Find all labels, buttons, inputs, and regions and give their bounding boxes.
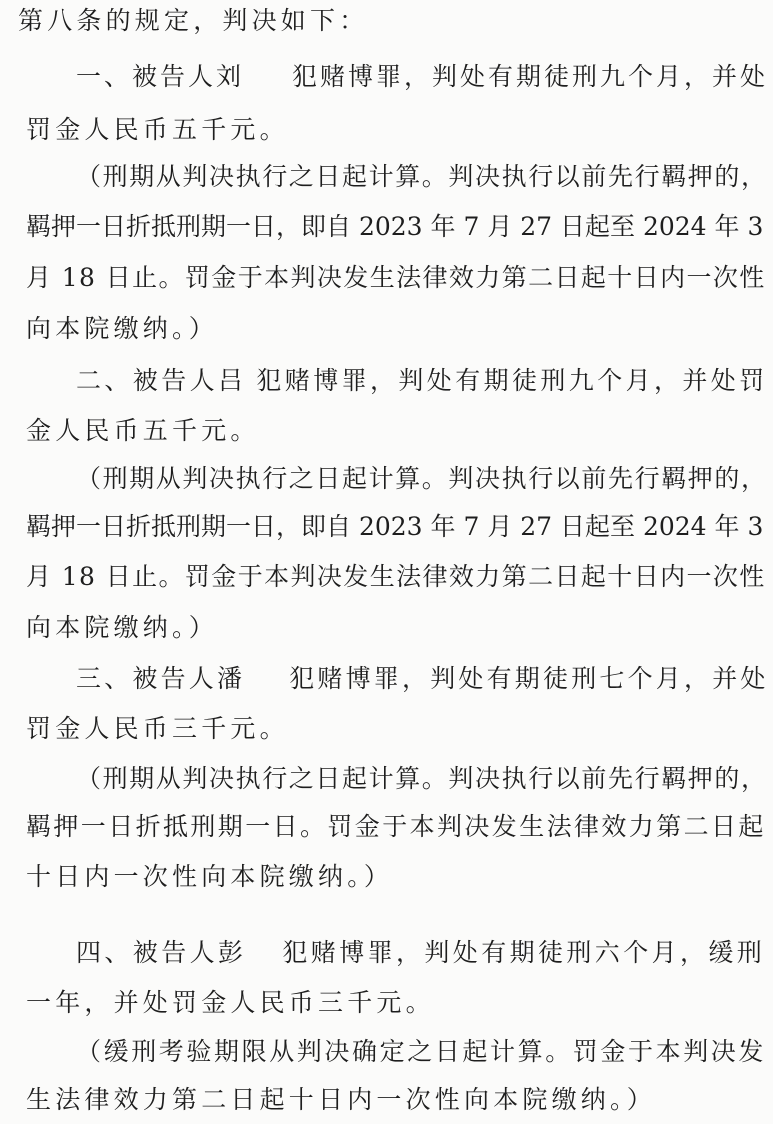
item-1-sentence: 犯赌博罪，判处有期徒刑九个月，并处 <box>292 62 769 91</box>
item-3-note-line: 十日内一次性向本院缴纳。） <box>26 862 394 891</box>
item-3-fine: 罚金人民币三千元。 <box>26 714 289 743</box>
item-2-note-line: 向本院缴纳。） <box>26 613 218 642</box>
item-1-heading <box>76 62 768 92</box>
item-4-heading <box>76 938 765 968</box>
item-4-sentence: 犯赌博罪，判处有期徒刑六个月，缓刑 <box>282 938 766 967</box>
item-1-note-line: 月 18 日止。罚金于本判决发生法律效力第二日起十日内一次性 <box>26 263 766 292</box>
intro-line: 第八条的规定，判决如下： <box>18 6 369 35</box>
item-1-fine: 罚金人民币五千元。 <box>26 115 289 144</box>
item-2-note-line: 月 18 日止。罚金于本判决发生法律效力第二日起十日内一次性 <box>26 562 766 591</box>
item-1-note-line: （刑期从判决执行之日起计算。判决执行以前先行羁押的， <box>76 162 768 191</box>
item-1-note-line: 羁押一日折抵刑期一日，即自 2023 年 7 月 27 日起至 2024 年 3 <box>26 212 764 241</box>
item-4-note-line: 生法律效力第二日起十日内一次性向本院缴纳。） <box>26 1085 656 1114</box>
item-1-defendant: 一、被告人刘 <box>76 62 245 91</box>
item-3-defendant: 三、被告人潘 <box>76 664 246 693</box>
item-4-defendant: 四、被告人彭 <box>76 938 247 967</box>
item-1-note-line: 向本院缴纳。） <box>26 314 218 343</box>
item-3-sentence: 犯赌博罪，判处有期徒刑七个月，并处 <box>289 664 769 693</box>
item-2-sentence: 犯赌博罪，判处有期徒刑九个月，并处罚 <box>256 366 768 395</box>
item-4-note-line: （缓刑考验期限从判决确定之日起计算。罚金于本判决发 <box>76 1037 767 1066</box>
item-2-note-line: （刑期从判决执行之日起计算。判决执行以前先行羁押的， <box>76 464 768 493</box>
item-3-note-line: （刑期从判决执行之日起计算。判决执行以前先行羁押的， <box>76 764 768 793</box>
item-3-note-line: 羁押一日折抵刑期一日。罚金于本判决发生法律效力第二日起 <box>26 812 766 841</box>
item-3-heading <box>76 664 769 694</box>
item-2-note-line: 羁押一日折抵刑期一日，即自 2023 年 7 月 27 日起至 2024 年 3 <box>26 512 764 541</box>
item-2-defendant: 二、被告人吕 <box>76 366 247 395</box>
item-2-fine: 金人民币五千元。 <box>26 416 260 445</box>
item-4-fine: 一年，并处罚金人民币三千元。 <box>26 988 435 1017</box>
item-2-heading <box>76 366 768 396</box>
